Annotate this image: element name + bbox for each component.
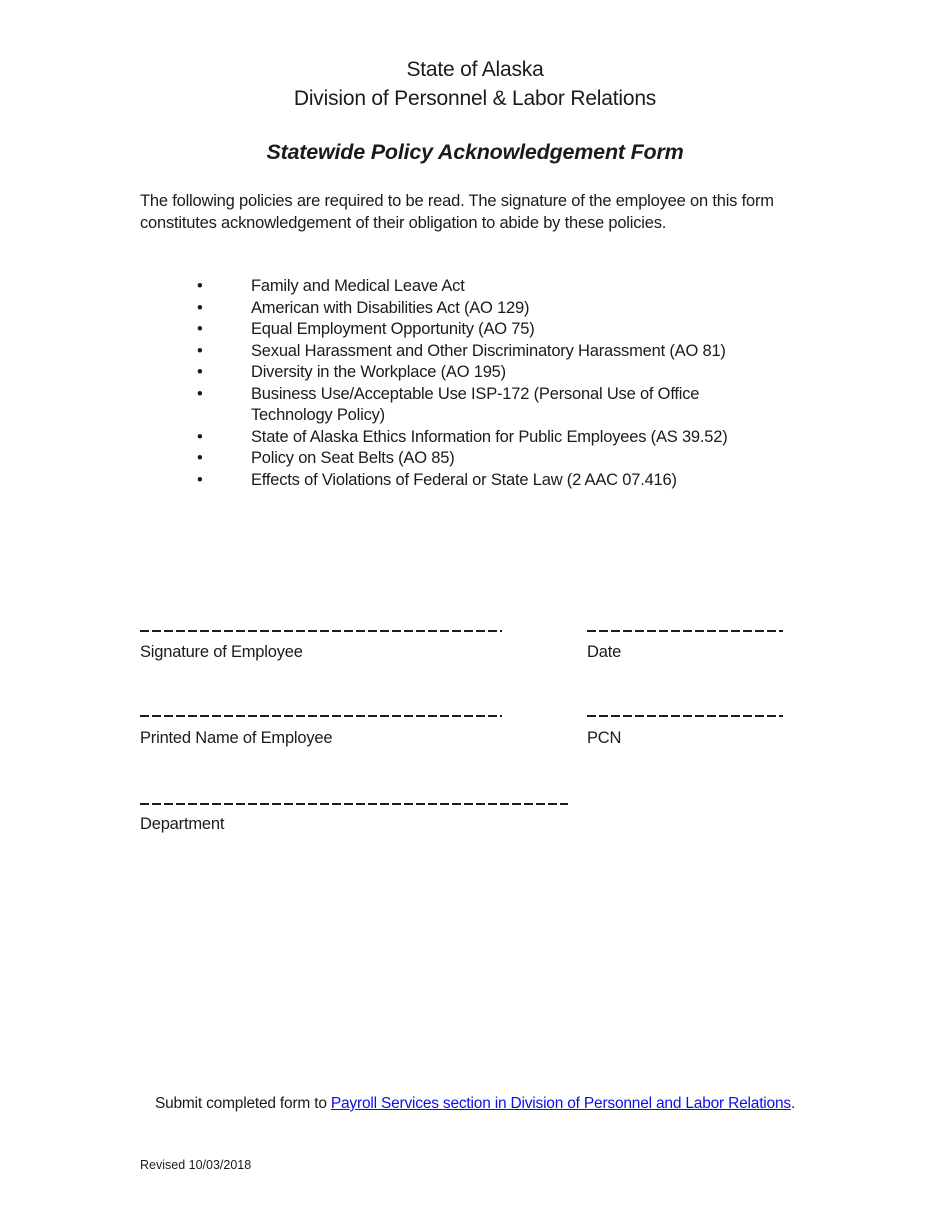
signature-of-employee-label: Signature of Employee [140,643,303,661]
policy-item [197,319,771,341]
policy-item-text: State of Alaska Ethics Information for Public Employees (AS 39.52) [251,427,728,446]
department-line [140,803,568,805]
policy-item [197,276,771,298]
policy-item-text: Equal Employment Opportunity (AO 75) [251,320,535,338]
submit-note-prefix: Submit completed form to [154,1095,331,1112]
policy-item [197,448,771,470]
department-label: Department [140,815,225,833]
policy-item [197,298,771,320]
revision-date: Revised 10/03/2018 [140,1158,252,1172]
printed-name-label: Printed Name of Employee [140,729,333,747]
pcn-label: PCN [587,729,622,747]
policy-item [197,341,771,363]
policy-item-text: Sexual Harassment and Other Discriminatory Harassment (AO 81) [251,341,726,360]
policy-item [197,427,771,449]
submit-note-suffix: . [790,1095,796,1112]
submit-note [0,1094,950,1114]
policy-item-text: American with Disabilities Act (AO 129) [251,298,530,317]
date-line [587,630,783,632]
form-title: Statewide Policy Acknowledgement Form [266,140,684,164]
pcn-line [587,715,783,717]
policy-item-text: Effects of Violations of Federal or State Law (2 AAC 07.416) [251,470,677,489]
policy-item [197,362,771,384]
policy-item-text: Diversity in the Workplace (AO 195) [251,363,506,381]
org-name-line2: Division of Personnel & Labor Relations [293,87,657,110]
org-header [0,55,950,113]
policy-item [197,384,771,427]
policy-item-text: Business Use/Acceptable Use ISP-172 (Personal Use of Office Technology Policy) [251,384,700,424]
payroll-services-link[interactable]: Payroll Services section in Division of Personnel and Labor Relations [330,1095,791,1112]
policy-item [197,470,771,492]
date-label: Date [587,643,622,661]
org-name-line1: State of Alaska [406,58,544,81]
policy-item-text: Family and Medical Leave Act [251,277,465,295]
intro-paragraph: The following policies are required to be read. The signature of the employee on this form constitutes acknowledgement of their obligation to abide by these policies. [140,192,774,232]
printed-name-line [140,715,502,717]
policy-item-text: Policy on Seat Belts (AO 85) [251,449,455,467]
signature-line [140,630,502,632]
policy-list [197,276,771,491]
